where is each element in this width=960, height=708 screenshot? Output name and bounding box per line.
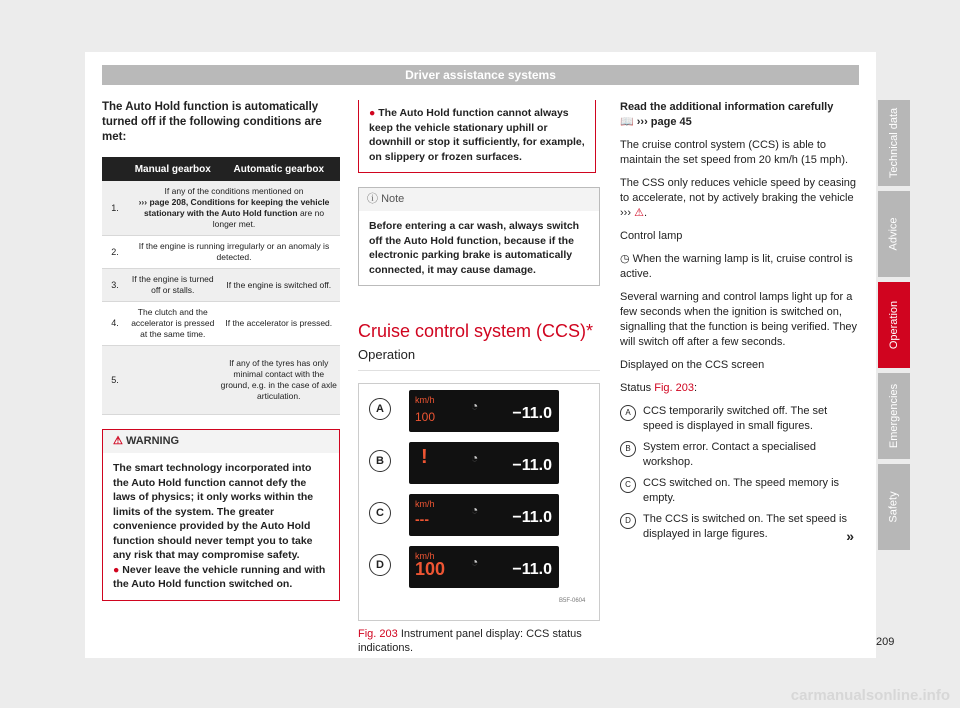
continue-arrow-icon: »: [846, 528, 854, 544]
status-badge: B: [620, 441, 636, 457]
table-cell: If the engine is running irregularly or an anomaly is detected.: [128, 236, 340, 269]
tab-label: Advice: [888, 217, 900, 251]
unit-text: km/h: [415, 395, 435, 405]
table-row: [102, 269, 340, 302]
status-badge: A: [620, 405, 636, 421]
paragraph-text: When the warning lamp is lit, cruise control is active.: [620, 253, 853, 280]
paragraph: The cruise control system (CCS) is able to maintain the set speed from 20 km/h (15 mph).: [620, 139, 849, 166]
figure-reference-link[interactable]: Fig. 203: [654, 382, 694, 394]
warning-continuation-box: [358, 100, 596, 173]
table-cell: [128, 346, 218, 415]
display-panel: [409, 390, 559, 432]
table-row: [102, 181, 340, 236]
table-row: [102, 302, 340, 346]
paragraph: The CSS only reduces vehicle speed by ceasing to accelerate, not by actively braking the vehicle ››› ⚠.: [620, 177, 857, 219]
tab-label: Operation: [888, 300, 900, 350]
paragraph: [620, 252, 858, 282]
speed-text: ---: [415, 511, 429, 527]
read-more: [620, 100, 858, 130]
table-cell: If the engine is turned off or stalls.: [128, 269, 218, 302]
tab-advice[interactable]: [878, 191, 910, 277]
tab-safety[interactable]: [878, 464, 910, 550]
unit-text: km/h: [415, 499, 435, 509]
tab-label: Technical data: [888, 107, 901, 179]
gauge-icon: ◔: [471, 503, 479, 517]
row-number: 5.: [102, 346, 128, 415]
figure-caption: [358, 627, 600, 655]
cruise-lamp-icon: ◷: [620, 253, 630, 265]
gauge-icon: ◔: [471, 555, 479, 569]
warning-body: [103, 453, 339, 600]
warning-bullet: [113, 563, 329, 592]
section-sidebar: [878, 100, 910, 555]
warning-triangle-icon: ⚠: [634, 207, 644, 219]
status-label: Status: [620, 382, 652, 394]
table-header-empty: [102, 157, 128, 181]
warning-header: [103, 430, 339, 453]
status-text: CCS temporarily switched off. The set speed is displayed in small figures.: [643, 405, 828, 432]
info-icon: ⓘ: [367, 193, 378, 205]
table-header-manual: Manual gearbox: [128, 157, 218, 181]
table-row: [102, 346, 340, 415]
book-icon: 📖: [620, 116, 634, 128]
row-number: 1.: [102, 181, 128, 236]
status-item: [620, 476, 858, 506]
section-title: Cruise control system (CCS)*: [358, 321, 594, 341]
note-title: Note: [381, 193, 405, 205]
watermark: carmanualsonline.info: [790, 687, 950, 704]
bullet-icon: ●: [113, 563, 120, 576]
display-panel: [409, 546, 559, 588]
column-middle: [358, 100, 600, 655]
column-left: [102, 100, 340, 601]
figure-label: A: [369, 398, 391, 420]
gauge-icon: ◔: [471, 399, 479, 413]
note-body: Before entering a car wash, always switch off the Auto Hold function, because if the electronic parking brake is automatically connected, it may cause damage.: [369, 220, 580, 276]
temperature-text: −11.0: [512, 405, 552, 422]
status-list: [620, 404, 858, 542]
warning-bullet-text: Never leave the vehicle running and with the Auto Hold function switched on.: [113, 563, 326, 590]
subheading-display: Displayed on the CCS screen: [620, 359, 765, 371]
status-text: CCS switched on. The speed memory is empty.: [643, 477, 840, 504]
warning-box: [102, 429, 340, 601]
cell-text: If any of the conditions mentioned on: [164, 186, 304, 196]
bullet-icon: ●: [369, 107, 376, 119]
display-panel: [409, 442, 559, 484]
note-box: [358, 187, 600, 286]
table-cell: [128, 181, 340, 236]
warning-continuation-text: The Auto Hold function cannot always keep the vehicle stationary uphill or downhill or stop it sufficiently, for example, on slippery or frozen surfaces.: [369, 107, 585, 163]
warning-text: The smart technology incorporated into the Auto Hold function cannot defy the laws of physics; it only works within the limits of the system. The greater convenience provided by the Auto Hold function should never tempt you to take any risk that may compromise safety.: [113, 462, 314, 561]
tab-label: Safety: [888, 491, 900, 523]
page-reference-link[interactable]: ››› page 45: [636, 116, 692, 128]
page-reference-link[interactable]: ››› page 208, Conditions for keeping the vehicle stationary with the Auto Hold function: [138, 197, 330, 218]
gauge-icon: ◔: [471, 451, 479, 465]
status-item: [620, 404, 858, 434]
conditions-table: [102, 157, 340, 415]
status-line: Status Fig. 203:: [620, 382, 698, 394]
display-panel: [409, 494, 559, 536]
figure-203: [358, 383, 600, 621]
status-text: The CCS is switched on. The set speed is displayed in large figures.: [643, 513, 848, 540]
speed-text: 100: [415, 559, 446, 579]
warning-title: WARNING: [125, 435, 180, 447]
table-cell: If any of the tyres has only minimal contact with the ground, e.g. in the case of axle articulation.: [218, 346, 340, 415]
page-number: 209: [876, 636, 895, 648]
read-more-text: Read the additional information carefully: [620, 101, 834, 113]
status-badge: D: [620, 513, 636, 529]
table-cell: The clutch and the accelerator is pressed at the same time.: [128, 302, 218, 346]
tab-label: Emergencies: [888, 383, 901, 449]
temperature-text: −11.0: [512, 509, 552, 526]
table-cell: If the accelerator is pressed.: [218, 302, 340, 346]
section-subtitle: Operation: [358, 347, 600, 371]
table-cell: If the engine is switched off.: [218, 269, 340, 302]
cell-text: are no longer met.: [212, 208, 325, 229]
paragraph-text: The CSS only reduces vehicle speed by ceasing to accelerate, not by actively braking the vehicle ›››: [620, 177, 857, 219]
status-item: [620, 512, 858, 542]
figure-caption-text: Instrument panel display: CCS status indications.: [358, 628, 582, 654]
table-header-automatic: Automatic gearbox: [218, 157, 340, 181]
row-number: 3.: [102, 269, 128, 302]
unit-text: km/h: [415, 551, 435, 561]
status-item: [620, 440, 858, 470]
figure-code: B5F-0604: [559, 598, 586, 604]
column-right: [620, 100, 858, 548]
figure-label: C: [369, 502, 391, 524]
tab-emergencies[interactable]: [878, 373, 910, 459]
paragraph: Several warning and control lamps light up for a few seconds when the ignition is switched on, signalling that the function is being verified. They will switch off after a few seconds.: [620, 291, 858, 348]
page-header: Driver assistance systems: [102, 65, 859, 85]
temperature-text: −11.0: [512, 561, 552, 578]
intro-text: The Auto Hold function is automatically turned off if the following conditions are met:: [102, 101, 322, 143]
warning-triangle-icon: ⚠: [113, 435, 123, 447]
status-text: System error. Contact a specialised workshop.: [643, 441, 817, 468]
status-badge: C: [620, 477, 636, 493]
subheading-control-lamp: Control lamp: [620, 230, 683, 242]
figure-number: Fig. 203: [358, 628, 398, 640]
tab-technical-data[interactable]: [878, 100, 910, 186]
row-number: 2.: [102, 236, 128, 269]
figure-label: D: [369, 554, 391, 576]
speed-text: 100: [415, 410, 436, 424]
table-row: [102, 236, 340, 269]
warning-continuation-body: [359, 100, 595, 172]
note-header: [359, 188, 599, 211]
tab-operation[interactable]: [878, 282, 910, 368]
temperature-text: −11.0: [512, 457, 552, 474]
error-text: !: [421, 446, 428, 468]
row-number: 4.: [102, 302, 128, 346]
figure-label: B: [369, 450, 391, 472]
